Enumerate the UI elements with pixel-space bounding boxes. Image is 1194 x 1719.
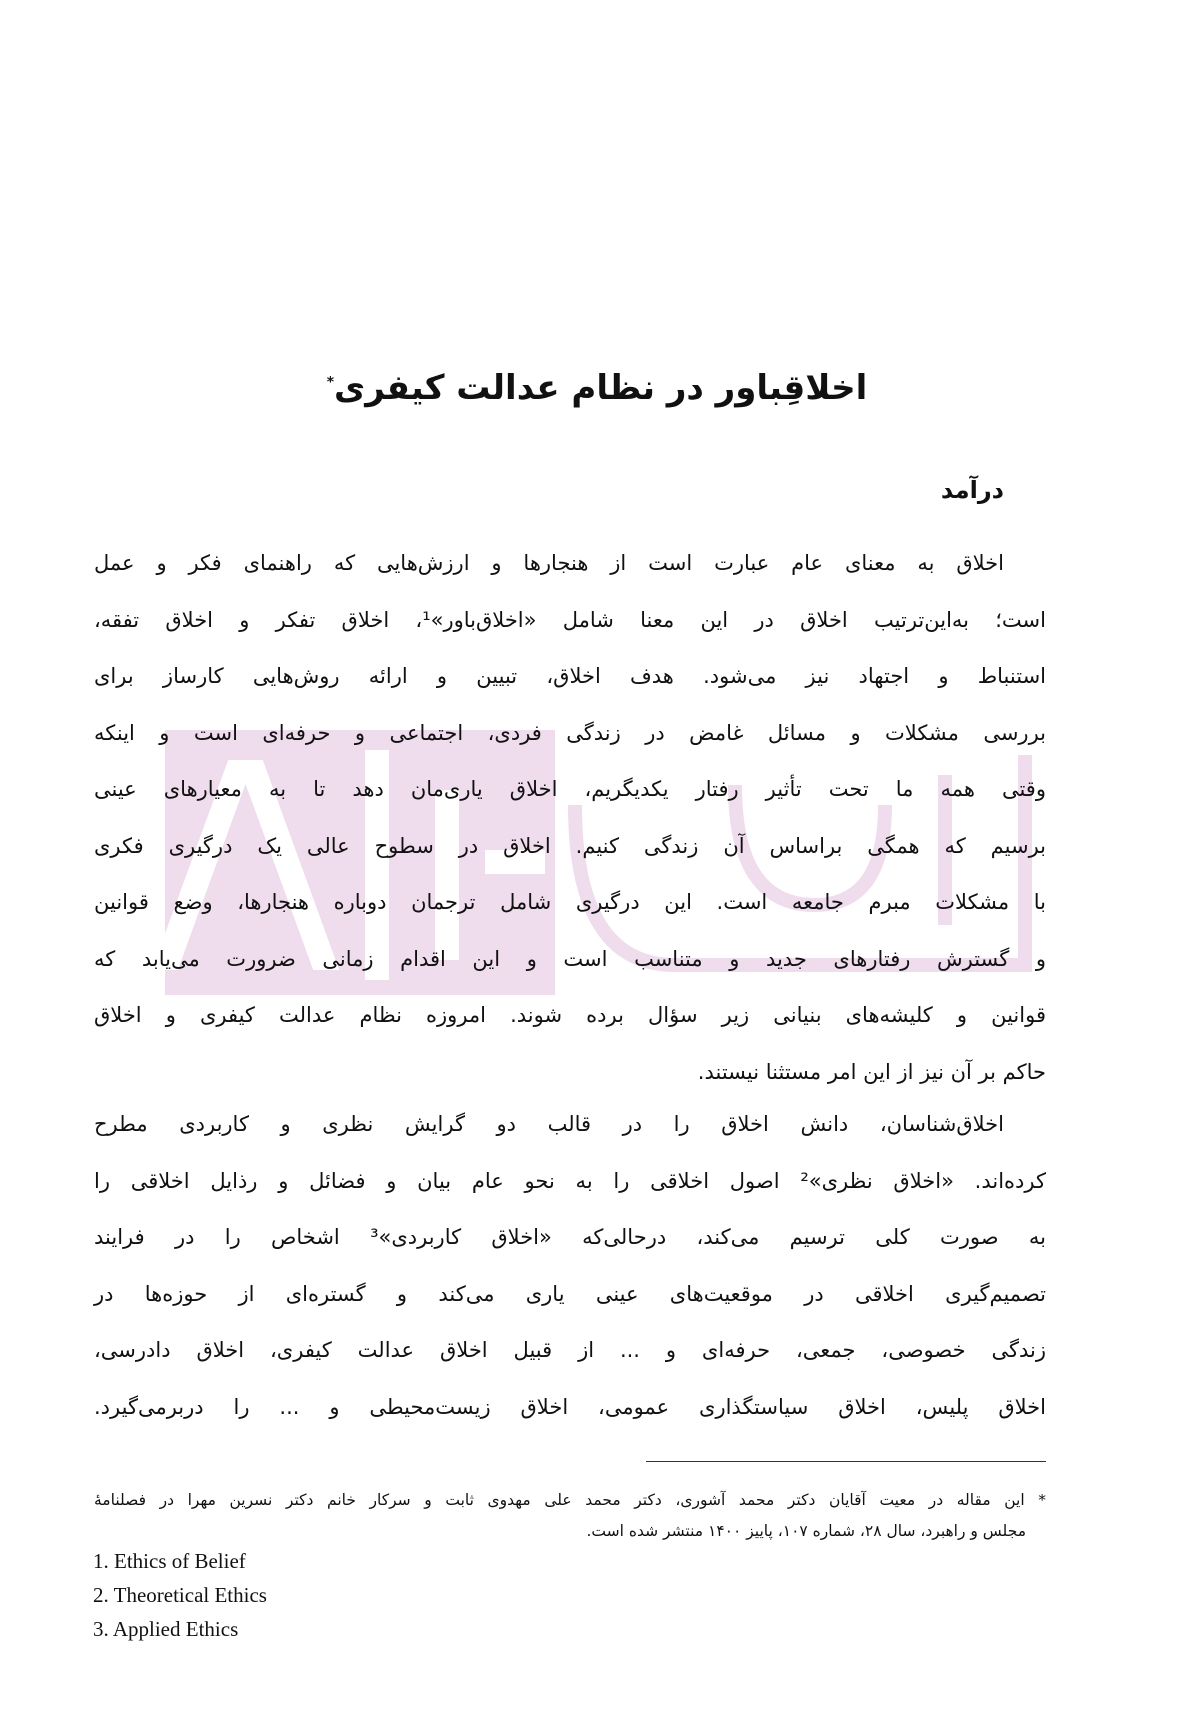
text-line: وقتی همه ما تحت تأثیر رفتار یکدیگریم، اخلاق یاری‌مان دهد تا به معیارهای عینی <box>94 777 1046 801</box>
text-line: حاکم بر آن نیز از این امر مستثنا نیستند. <box>697 1059 1046 1084</box>
footnote-line: مجلس و راهبرد، سال ۲۸، شماره ۱۰۷، پاییز ۱۴۰۰ منتشر شده است. <box>586 1522 1026 1540</box>
text-line: اخلاق پلیس، اخلاق سیاستگذاری عمومی، اخلاق زیست‌محیطی و ... را دربرمی‌گیرد. <box>94 1394 1046 1419</box>
section-heading: درآمد <box>940 476 1004 504</box>
paragraph-1 <box>94 535 1046 1100</box>
footnotes-english <box>93 1544 267 1646</box>
text-line: و گسترش رفتارهای جدید و متناسب است و این اقدام زمانی ضرورت می‌یابد که <box>94 946 1046 971</box>
text-line: قوانین و کلیشه‌های بنیانی زیر سؤال برده شوند. امروزه نظام عدالت کیفری و اخلاق <box>94 1003 1046 1027</box>
text-line: بررسی مشکلات و مسائل غامض در زندگی فردی، اجتماعی و حرفه‌ای است و اینکه <box>94 720 1046 745</box>
text-line: است؛ به‌این‌ترتیب اخلاق در این معنا شامل «اخلاق‌باور»¹، اخلاق تفکر و اخلاق تفقه، <box>94 607 1046 632</box>
footnote-1: 1. Ethics of Belief <box>93 1549 246 1573</box>
text-line: به صورت کلی ترسیم می‌کند، درحالی‌که «اخلاق کاربردی»³ اشخاص را در فرایند <box>94 1225 1046 1249</box>
text-line: زندگی خصوصی، جمعی، حرفه‌ای و ... از قبیل اخلاق عدالت کیفری، اخلاق دادرسی، <box>94 1338 1046 1362</box>
article-title: اخلاقِباور در نظام عدالت کیفری* <box>326 368 868 408</box>
text-line: اخلاق‌شناسان، دانش اخلاق را در قالب دو گرایش نظری و کاربردی مطرح <box>94 1112 1004 1136</box>
text-line: تصمیم‌گیری اخلاقی در موقعیت‌های عینی یاری می‌کند و گستره‌ای از حوزه‌ها در <box>94 1281 1046 1306</box>
text-line: کرده‌اند. «اخلاق نظری»² اصول اخلاقی را به نحو عام بیان و فضائل و رذایل اخلاقی را <box>94 1168 1046 1193</box>
text-line: برسیم که همگی براساس آن زندگی کنیم. اخلاق در سطوح عالی یک درگیری فکری <box>94 833 1046 858</box>
paragraph-2 <box>94 1096 1046 1435</box>
text-line: استنباط و اجتهاد نیز می‌شود. هدف اخلاق، تبیین و ارائه روش‌هایی کارساز برای <box>94 664 1046 688</box>
footnote-star <box>94 1485 1046 1547</box>
text-line: اخلاق به معنای عام عبارت است از هنجارها و ارزش‌هایی که راهنمای فکر و عمل <box>94 551 1004 575</box>
footnote-line: * این مقاله در معیت آقایان دکتر محمد آشوری، دکتر محمد علی مهدوی ثابت و سرکار خانم دکتر نسرین مهرا در فصلنامهٔ <box>94 1491 1046 1509</box>
footnote-2: 2. Theoretical Ethics <box>93 1583 267 1607</box>
footnote-3: 3. Applied Ethics <box>93 1617 239 1641</box>
text-line: با مشکلات مبرم جامعه است. این درگیری شامل ترجمان دوباره هنجارها، وضع قوانین <box>94 890 1046 914</box>
footnote-divider <box>646 1461 1046 1462</box>
